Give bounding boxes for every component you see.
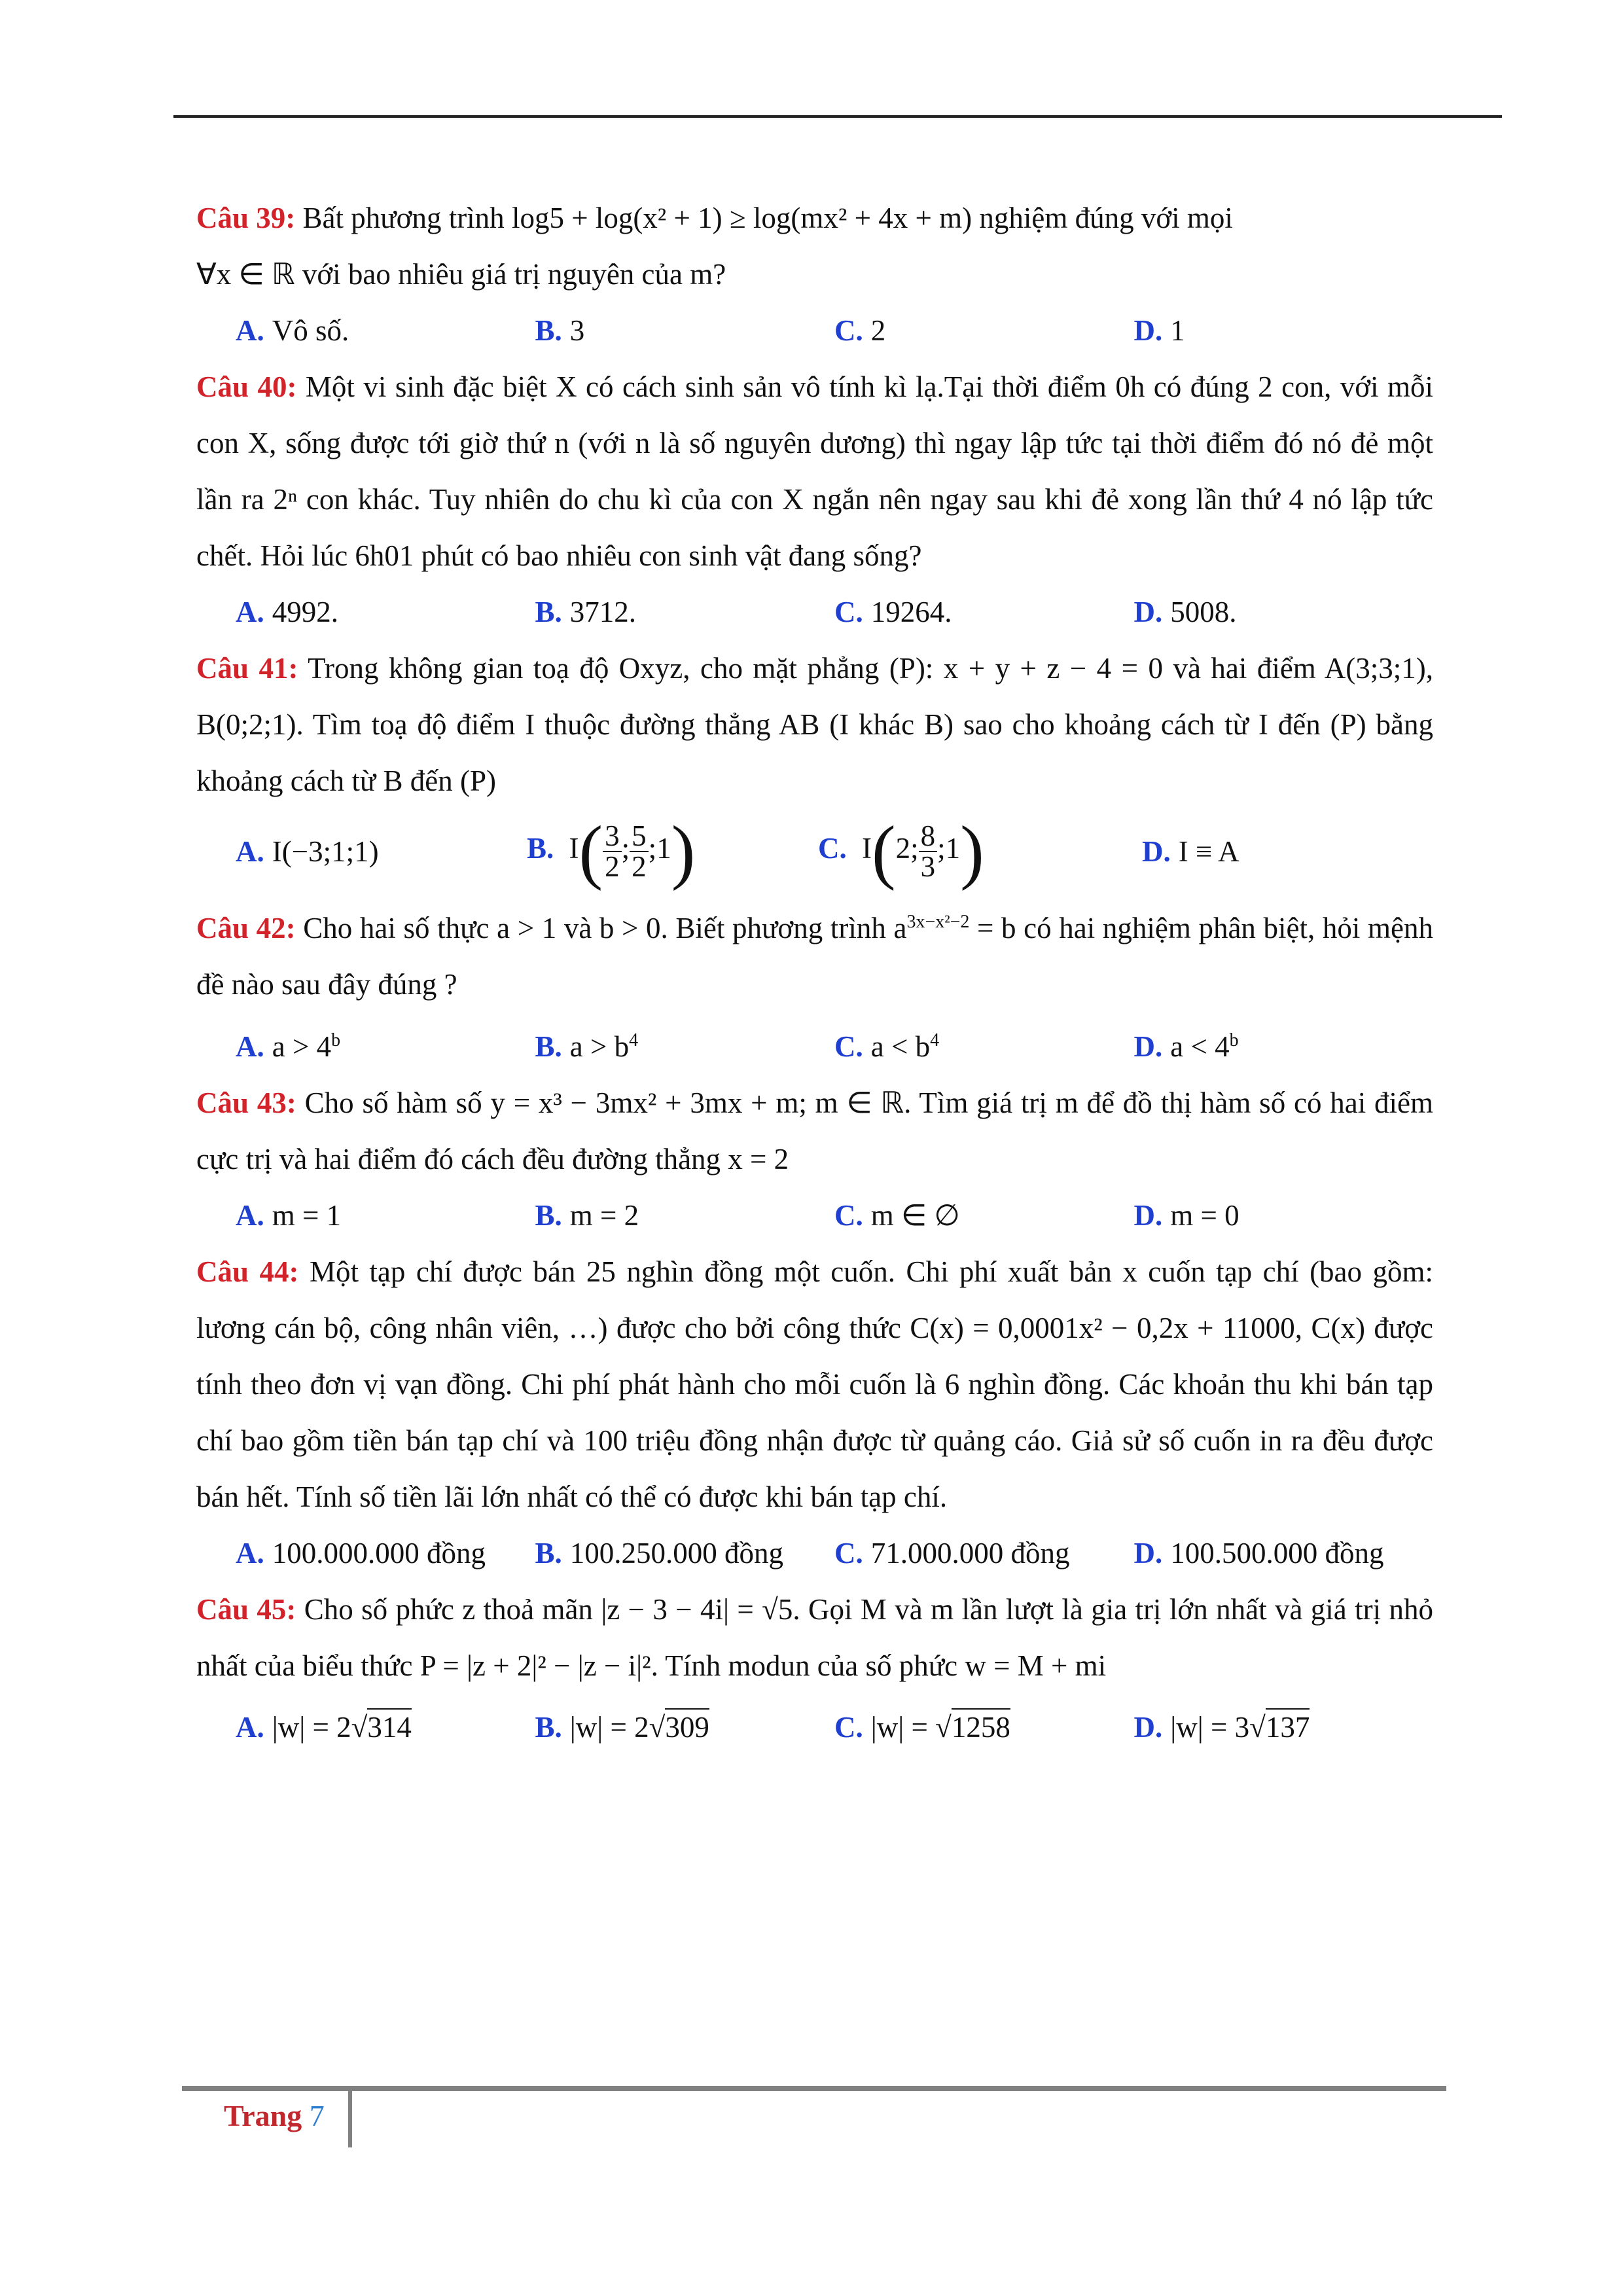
math-expression: ∀x ∈ ℝ	[196, 258, 295, 291]
option-math: |w| = 2√314	[272, 1708, 412, 1744]
option-text: 71.000.000 đồng	[870, 1537, 1070, 1570]
question-label: Câu 41:	[196, 652, 298, 685]
option-text: 19264.	[870, 596, 952, 628]
option-a	[236, 584, 535, 640]
option-letter: A.	[236, 1711, 264, 1744]
question-43	[196, 1075, 1433, 1187]
question-text: con khác. Tuy nhiên do chu kì của con X ngắn nên ngay sau khi đẻ xong lần thứ 4 nó lập tức chết. Hỏi lúc 6h01 phút có bao nhiêu con sinh vật đang sống?	[196, 483, 1433, 572]
option-text: I ≡ A	[1178, 835, 1240, 868]
question-text: Một vi sinh đặc biệt X có cách sinh sản vô tính kì lạ.Tại thời điểm 0h có đúng 2 con, với mỗi con X, sống được tới giờ thứ n (với n là số nguyên dương) thì ngay lập tức tại thời điểm đó nó đẻ một lần ra	[196, 370, 1434, 516]
option-math: |w| = √1258	[871, 1708, 1010, 1744]
option-text: 100.000.000 đồng	[272, 1537, 486, 1570]
option-letter: D.	[1133, 1030, 1163, 1063]
question-45	[196, 1581, 1433, 1694]
option-b	[535, 302, 835, 359]
question-label: Câu 40:	[196, 370, 297, 403]
math-expression: log5 + log(x² + 1) ≥ log(mx² + 4x + m)	[511, 202, 972, 234]
question-text: và hai điểm A(3;3;1), B(0;2;1). Tìm toạ độ điểm I thuộc đường thẳng AB (I khác B) sao cho khoảng cách từ I đến (P) bằng khoảng cách từ B đến (P)	[196, 652, 1434, 797]
option-math: $a < b^4$	[870, 1030, 940, 1063]
option-b	[535, 584, 835, 640]
question-text: Cho số hàm số	[304, 1086, 482, 1119]
option-text: 3712.	[569, 596, 637, 628]
question-label: Câu 44:	[196, 1255, 299, 1288]
option-b	[535, 1187, 835, 1244]
option-c	[834, 584, 1134, 640]
option-math: $a > 4^b$	[272, 1030, 341, 1063]
question-40	[196, 359, 1433, 584]
option-letter: B.	[535, 1030, 562, 1063]
option-d	[1134, 1013, 1434, 1075]
option-text: 5008.	[1170, 596, 1237, 628]
question-text: Trong không gian toạ độ Oxyz, cho mặt phẳng	[308, 652, 880, 685]
page-number	[224, 2097, 325, 2135]
document-body	[196, 190, 1433, 1755]
option-d	[1134, 584, 1434, 640]
math-expression: y = x³ − 3mx² + 3mx + m; m ∈ ℝ	[490, 1086, 904, 1119]
page-label: Trang	[224, 2099, 302, 2132]
option-letter: B.	[535, 1711, 562, 1744]
math-expression: 2ⁿ	[273, 483, 298, 516]
option-letter: A.	[236, 1537, 264, 1570]
options-row	[196, 1699, 1433, 1755]
option-letter: D.	[1142, 835, 1171, 868]
option-letter: C.	[834, 1537, 863, 1570]
option-text: m = 0	[1170, 1199, 1240, 1232]
question-label: Câu 39:	[196, 202, 296, 234]
option-text: I(−3;1;1)	[272, 835, 379, 868]
fraction: $\frac{5}{2}$	[630, 821, 649, 882]
option-d	[1134, 302, 1434, 359]
option-b	[527, 812, 818, 891]
option-letter: A.	[236, 835, 264, 868]
option-c	[834, 1013, 1134, 1075]
question-text: Cho hai số thực a > 1 và b > 0. Biết phương trình	[303, 912, 886, 944]
option-letter: D.	[1133, 596, 1163, 628]
option-d	[1134, 1699, 1434, 1755]
option-letter: D.	[1133, 1711, 1163, 1744]
option-c	[834, 1699, 1134, 1755]
question-42	[196, 894, 1433, 1013]
option-text: 3	[569, 314, 585, 347]
page-number-value: 7	[309, 2099, 325, 2132]
footer-divider	[348, 2089, 352, 2147]
option-letter: B.	[535, 314, 562, 347]
question-text: . Tính modun của số phức	[651, 1649, 958, 1682]
option-b	[535, 1699, 835, 1755]
question-41	[196, 640, 1433, 809]
option-a	[236, 1013, 535, 1075]
option-c	[834, 1525, 1134, 1581]
option-letter: C.	[834, 314, 863, 347]
option-b	[535, 1013, 835, 1075]
option-c	[818, 812, 1109, 891]
option-letter: B.	[527, 832, 554, 865]
option-text: m ∈ ∅	[870, 1199, 960, 1232]
option-letter: A.	[236, 596, 264, 628]
header-rule	[173, 115, 1502, 118]
option-letter: D.	[1133, 314, 1163, 347]
options-row	[196, 1525, 1433, 1581]
option-d	[1109, 823, 1433, 880]
option-math: $a < 4^b$	[1170, 1030, 1239, 1063]
question-label: Câu 43:	[196, 1086, 296, 1119]
math-expression: P = |z + 2|² − |z − i|²	[419, 1649, 651, 1682]
option-letter: C.	[818, 832, 847, 865]
question-text: với bao nhiêu giá trị nguyên của m?	[302, 258, 726, 291]
question-text: Cho số phức z thoả mãn	[304, 1593, 593, 1626]
question-text: có hai nghiệm phân biệt, hỏi mệnh đề nào sau đây đúng ?	[196, 912, 1434, 1001]
option-text: m = 1	[272, 1199, 342, 1232]
fraction: $\frac{8}{3}$	[919, 821, 938, 882]
option-letter: C.	[834, 596, 863, 628]
option-math: I(2; $\frac{8}{3}$ ;1)	[862, 812, 984, 891]
options-row	[196, 1187, 1433, 1244]
option-a	[236, 823, 527, 880]
option-math: I( $\frac{3}{2}$ ; $\frac{5}{2}$ ;1)	[569, 812, 696, 891]
question-39	[196, 190, 1433, 302]
option-a	[236, 1525, 535, 1581]
option-b	[535, 1525, 835, 1581]
question-label: Câu 42:	[196, 912, 296, 944]
question-text: . Gọi M và m lần lượt là gia trị lớn nhất và giá trị nhỏ nhất của biểu thức	[196, 1593, 1434, 1682]
math-expression: |z − 3 − 4i| = √5	[601, 1593, 793, 1626]
option-letter: A.	[236, 314, 264, 347]
question-label: Câu 45:	[196, 1593, 296, 1626]
option-text: m = 2	[569, 1199, 639, 1232]
option-letter: D.	[1133, 1537, 1163, 1570]
option-letter: D.	[1133, 1199, 1163, 1232]
footer-rule	[182, 2086, 1446, 2091]
option-c	[834, 302, 1134, 359]
math-expression: C(x) = 0,0001x² − 0,2x + 11000	[910, 1312, 1295, 1344]
option-text: 100.500.000 đồng	[1170, 1537, 1384, 1570]
option-letter: B.	[535, 596, 562, 628]
question-text: . Tìm giá trị m để đồ thị hàm số có hai điểm cực trị và hai điểm đó cách đều đường thẳng x = 2	[196, 1086, 1434, 1175]
option-letter: C.	[834, 1711, 863, 1744]
options-row	[196, 584, 1433, 640]
option-text: 100.250.000 đồng	[569, 1537, 784, 1570]
option-math: |w| = 3√137	[1170, 1708, 1310, 1744]
option-text: 4992.	[272, 596, 338, 628]
option-math: |w| = 2√309	[570, 1708, 709, 1744]
option-math: $a > b^4$	[569, 1030, 639, 1063]
question-text: Một tạp chí được bán 25 nghìn đồng một cuốn. Chi phí xuất bản x cuốn tạp chí (bao gồm: lương cán bộ, công nhân viên, …) được cho bởi công thức	[196, 1255, 1434, 1344]
option-letter: B.	[535, 1537, 562, 1570]
option-letter: C.	[834, 1030, 863, 1063]
question-text: Bất phương trình	[302, 202, 505, 234]
options-row	[196, 1013, 1433, 1075]
math-expression: (P): x + y + z − 4 = 0	[889, 652, 1163, 685]
option-letter: C.	[834, 1199, 863, 1232]
option-letter: A.	[236, 1030, 264, 1063]
option-text: 2	[870, 314, 886, 347]
options-row	[196, 302, 1433, 359]
option-a	[236, 302, 535, 359]
math-expression: $a^{3x-x^2-2} = b$	[893, 912, 1016, 944]
option-text: 1	[1170, 314, 1185, 347]
fraction: $\frac{3}{2}$	[603, 821, 622, 882]
option-c	[834, 1187, 1134, 1244]
options-row	[196, 809, 1433, 894]
question-text: , C(x) được tính theo đơn vị vạn đồng. Chi phí phát hành cho mỗi cuốn là 6 nghìn đồng. Các khoản thu khi bán tạp chí bao gồm tiền bán tạp chí và 100 triệu đồng nhận được từ quảng cáo. Giả sử số cuốn in ra đều được bán hết. Tính số tiền lãi lớn nhất có thể có được khi bán tạp chí.	[196, 1312, 1434, 1513]
question-44	[196, 1244, 1433, 1525]
question-text: nghiệm đúng với mọi	[979, 202, 1233, 234]
option-letter: A.	[236, 1199, 264, 1232]
option-d	[1134, 1525, 1434, 1581]
option-a	[236, 1187, 535, 1244]
option-text: Vô số.	[272, 314, 349, 347]
option-d	[1134, 1187, 1434, 1244]
math-expression: w = M + mi	[965, 1649, 1107, 1682]
option-letter: B.	[535, 1199, 562, 1232]
option-a	[236, 1699, 535, 1755]
